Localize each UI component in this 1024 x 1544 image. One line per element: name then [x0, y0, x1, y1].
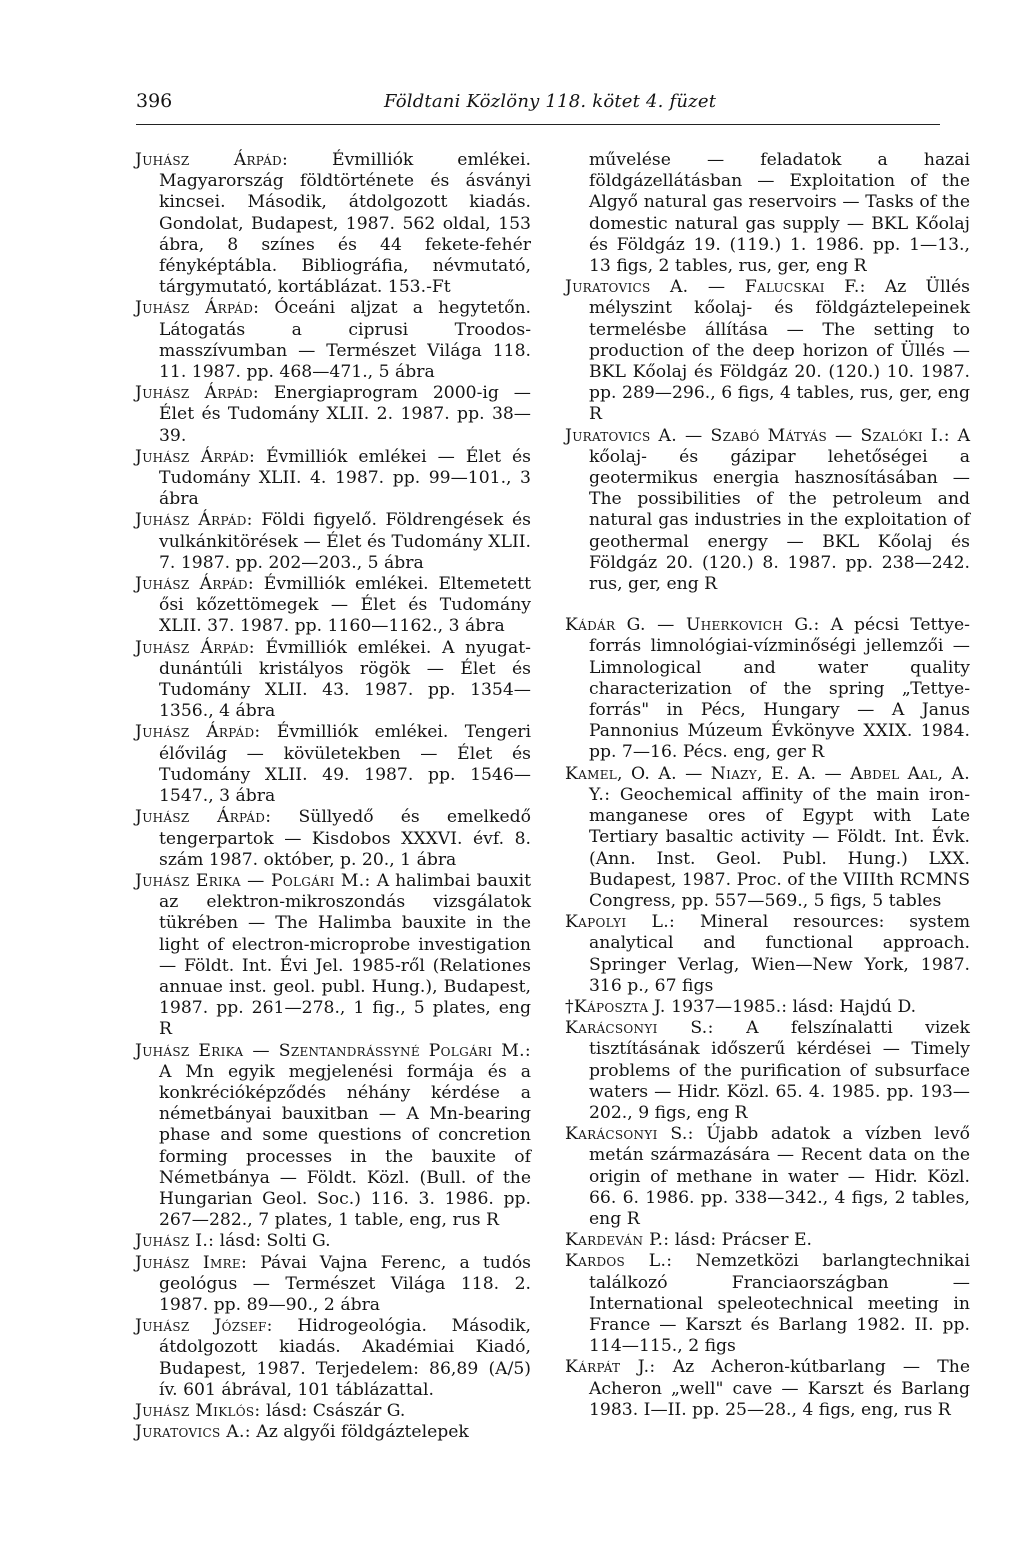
entry-text: lásd: Prácser E. — [669, 1230, 812, 1251]
entry-author: Juhász Miklós: — [135, 1400, 261, 1421]
bibliography-entry — [565, 1357, 970, 1421]
entry-text: Mineral resources: system analytical and functional approach. Springer Verlag, Wien—New York, 1987. 316 p., 67 figs — [589, 912, 970, 996]
entry-text: Évmilliók emlékei — Élet és Tudomány XLII. 4. 1987. pp. 99—101., 3 ábra — [159, 446, 531, 510]
entry-text: A felszínalatti vizek tisztításának időszerű kérdései — Timely problems of the purification of subsurface waters — Hidr. Közl. 65. 4. 1985. pp. 193—202., 9 figs, eng R — [589, 1018, 970, 1123]
bibliography-entry — [135, 722, 531, 807]
bibliography-entry — [135, 807, 531, 871]
entry-text: Energiaprogram 2000-ig — Élet és Tudomány XLII. 2. 1987. pp. 38—39. — [159, 383, 531, 446]
entry-text: A Mn egyik megjelenési formája és a konkrécióképződés néhány kérdése a németbányai bauxitban — A Mn-bearing phase and some questions of concretion forming processes in the bauxite of Németbánya — Földt. Közl. (Bull. of the Hungarian Geol. Soc.) 116. 3. 1986. pp. 267—282., 7 plates, 1 table, eng, rus R — [159, 1061, 531, 1231]
bibliography-entry — [565, 150, 970, 277]
entry-author: Juratovics A. — Szabó Mátyás — Szalóki I.: — [565, 425, 950, 446]
entry-text: Évmilliók emlékei. Tengeri élővilág — kövületekben — Élet és Tudomány XLII. 49. 1987. pp. 1546—1547., 3 ábra — [159, 722, 531, 807]
entry-text: Az Acheron-kútbarlang — The Acheron „well" cave — Karszt és Barlang 1983. I—II. pp. 25—28., 4 figs, eng, rus R — [589, 1357, 970, 1420]
bibliography-entry — [135, 383, 531, 447]
entry-author: Juhász I.: — [135, 1231, 215, 1252]
entry-text: Évmilliók emlékei. A nyugat-dunántúli kristályos rögök — Élet és Tudomány XLII. 43. 1987. pp. 1354—1356., 4 ábra — [159, 637, 531, 722]
bibliography-entry — [135, 150, 531, 298]
entry-author: Juhász Árpád: — [135, 383, 259, 404]
entry-author: Juratovics A. — Falucskai F.: — [565, 277, 866, 298]
entry-author: Karácsonyi S.: — [565, 1018, 714, 1039]
bibliography-entry — [565, 1251, 970, 1357]
entry-author: Juhász Árpád: — [135, 574, 254, 595]
right-column — [565, 150, 970, 1421]
bibliography-entry — [135, 1316, 531, 1401]
running-header — [136, 88, 940, 125]
bibliography-entry — [135, 1401, 531, 1422]
entry-text: Pávai Vajna Ferenc, a tudós geológus — Természet Világa 118. 2. 1987. pp. 89—90., 2 ábra — [159, 1252, 531, 1315]
entry-author: Kádár G. — Uherkovich G.: — [565, 615, 820, 636]
bibliography-entry — [135, 298, 531, 383]
bibliography-entry — [565, 764, 970, 912]
entry-text: 1937—1985.: lásd: Hajdú D. — [665, 996, 917, 1017]
entry-author: Juhász Árpád: — [135, 150, 289, 170]
entry-text: Nemzetközi barlangtechnikai találkozó Franciaországban — International speleotechnical meeting in France — Karszt és Barlang 1982. II. pp. 114—115., 2 figs — [589, 1251, 970, 1357]
entry-text: Óceáni aljzat a hegytetőn. Látogatás a ciprusi Troodos-masszívumban — Természet Világa 118. 11. 1987. pp. 468—471., 5 ábra — [159, 298, 531, 383]
entry-author: Juratovics A.: — [135, 1422, 251, 1443]
entry-author: Kapolyi L.: — [565, 912, 676, 933]
bibliography-entry — [135, 871, 531, 1041]
entry-author: Kardos L.: — [565, 1251, 673, 1272]
bibliography-entry — [135, 510, 531, 574]
page-number: 396 — [136, 90, 173, 112]
entry-text: Az algyői földgáztelepek — [250, 1422, 469, 1443]
entry-author: Kamel, O. A. — Niazy, E. A. — Abdel Aal, A. Y.: — [565, 763, 970, 805]
entry-author: †Káposzta J. — [565, 996, 666, 1017]
bibliography-entry — [135, 574, 531, 638]
bibliography-entry — [565, 426, 970, 596]
bibliography-entry — [135, 1231, 531, 1252]
entry-author: Juhász Árpád: — [135, 637, 255, 658]
entry-text: A kőolaj- és gázipar lehetőségei a geotermikus energia hasznosításában — The possibilities of the petroleum and natural gas industries in the exploitation of geothermal energy — BKL Kőolaj és Földgáz 20. (120.) 8. 1987. pp. 238—242. rus, ger, eng R — [589, 425, 970, 595]
entry-text: lásd: Solti G. — [214, 1231, 331, 1252]
entry-author: Juhász Imre: — [135, 1252, 248, 1273]
bibliography-entry — [135, 1422, 531, 1443]
entry-text: művelése — feladatok a hazai földgázellátásban — Exploitation of the Algyő natural gas reservoirs — Tasks of the domestic natural gas supply — BKL Kőolaj és Földgáz 19. (119.) 1. 1986. pp. 1—13., 13 figs, 2 tables, rus, ger, eng R — [589, 150, 970, 277]
bibliography-entry — [565, 1018, 970, 1124]
entry-author: Karácsonyi S.: — [565, 1124, 694, 1145]
bibliography-entry — [565, 615, 970, 763]
entry-author: Kardeván P.: — [565, 1230, 670, 1251]
entry-author: Juhász Erika — Szentandrássyné Polgári M.: — [135, 1040, 531, 1061]
entry-text: lásd: Császár G. — [260, 1400, 406, 1421]
entry-author: Juhász Erika — Polgári M.: — [135, 870, 371, 891]
entry-author: Juhász Árpád: — [135, 298, 260, 319]
entry-author: Juhász Árpád: — [135, 510, 253, 531]
bibliography-entry — [565, 997, 970, 1018]
bibliography-entry — [135, 1253, 531, 1317]
entry-author: Juhász József: — [135, 1316, 273, 1337]
journal-running-title: Földtani Közlöny 118. kötet 4. füzet — [384, 91, 717, 112]
bibliography-entry — [135, 638, 531, 723]
entry-author: Juhász Árpád: — [135, 722, 261, 743]
entry-author: Juhász Árpád: — [135, 807, 272, 828]
left-column — [135, 150, 531, 1443]
entry-author: Juhász Árpád: — [135, 446, 256, 467]
entry-text: Az Üllés mélyszint kőolaj- és földgáztelepeinek termelésbe állítása — The setting to production of the deep horizon of Üllés — BKL Kőolaj és Földgáz 20. (120.) 10. 1987. pp. 289—296., 6 figs, 4 tables, rus, ger, eng R — [589, 277, 970, 425]
bibliography-entry — [565, 277, 970, 425]
entry-text: A pécsi Tettye-forrás limnológiai-vízminőségi jellemzői — Limnological and water quality characterization of the spring „Tettye-forrás" in Pécs, Hungary — A Janus Pannonius Múzeum Évkönyve XXIX. 1984. pp. 7—16. Pécs. eng, ger R — [589, 615, 970, 763]
bibliography-entry — [135, 1041, 531, 1232]
bibliography-entry — [565, 1230, 970, 1251]
entry-author: Kárpát J.: — [565, 1357, 656, 1378]
entry-text: A halimbai bauxit az elektron-mikroszondás vizsgálatok tükrében — The Halimba bauxite in the light of electron-microprobe investigation — Földt. Int. Évi Jel. 1985-ről (Relationes annuae inst. geol. publ. Hung.), Budapest, 1987. pp. 261—278., 1 fig., 5 plates, eng R — [159, 870, 531, 1040]
entry-text: Évmilliók emlékei. Magyarország földtörténete és ásványi kincsei. Második, átdolgozott kiadás. Gondolat, Budapest, 1987. 562 oldal, 153 ábra, 8 színes és 44 fekete-fehér fényképtábla. Bibliográfia, névmutató, tárgymutató, kortáblázat. 153.-Ft — [159, 150, 531, 298]
bibliography-entry — [565, 1124, 970, 1230]
entry-text: Földi figyelő. Földrengések és vulkánkitörések — Élet és Tudomány XLII. 7. 1987. pp. 202—203., 5 ábra — [159, 510, 531, 573]
bibliography-entry — [135, 447, 531, 511]
entry-text: Évmilliók emlékei. Eltemetett ősi kőzettömegek — Élet és Tudomány XLII. 37. 1987. pp. 1160—1162., 3 ábra — [159, 574, 531, 637]
entry-text: Újabb adatok a vízben levő metán származására — Recent data on the origin of methane in water — Hidr. Közl. 66. 6. 1986. pp. 338—342., 4 figs, 2 tables, eng R — [589, 1124, 970, 1229]
bibliography-entry — [565, 912, 970, 997]
entry-text: Hidrogeológia. Második, átdolgozott kiadás. Akadémiai Kiadó, Budapest, 1987. Terjedelem: 86,89 (A/5) ív. 601 ábrával, 101 táblázattal. — [159, 1316, 531, 1400]
entry-text: Geochemical affinity of the main iron-manganese ores of Egypt with Late Tertiary basaltic activity — Földt. Int. Évk. (Ann. Inst. Geol. Publ. Hung.) LXX. Budapest, 1987. Proc. of the VIIIth RCMNS Congress, pp. 557—569., 5 figs, 5 tables — [589, 784, 970, 911]
entry-text: Süllyedő és emelkedő tengerpartok — Kisdobos XXXVI. évf. 8. szám 1987. október, p. 20., 1 ábra — [159, 807, 531, 870]
